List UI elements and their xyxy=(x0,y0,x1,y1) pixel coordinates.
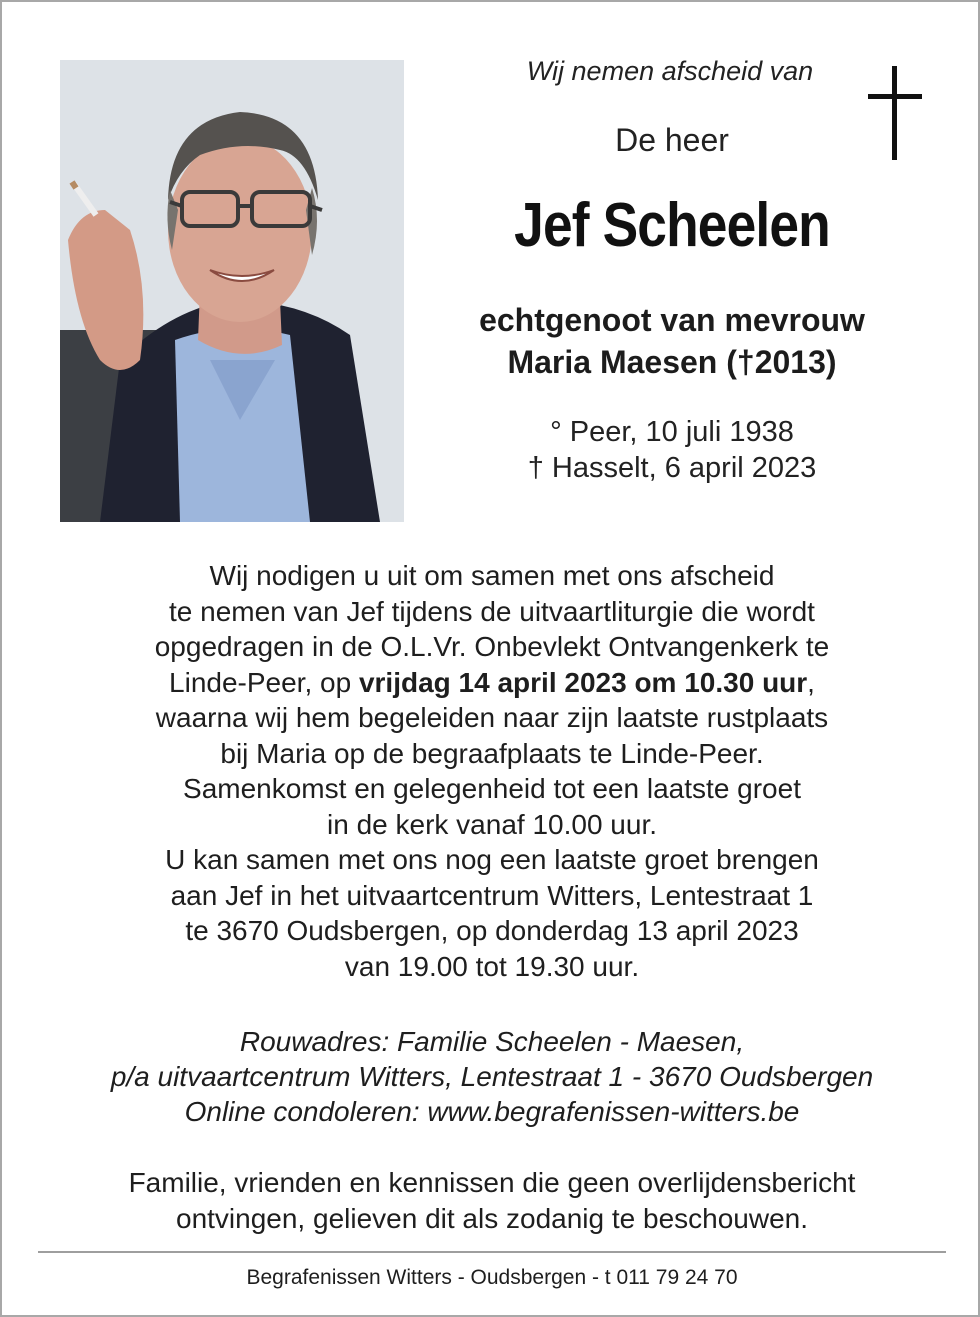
invitation-line: opgedragen in de O.L.Vr. Onbevlekt Ontvangenkerk te xyxy=(154,631,830,662)
invitation-line: aan Jef in het uitvaartcentrum Witters, Lentestraat 1 xyxy=(170,879,814,911)
spouse-line-1: echtgenoot van mevrouw xyxy=(479,302,865,338)
birth-date: ° Peer, 10 juli 1938 xyxy=(550,416,794,448)
funeral-invitation xyxy=(42,558,942,984)
invitation-line: van 19.00 tot 19.30 uur. xyxy=(344,950,640,982)
invitation-line: bij Maria op de begraafplaats te Linde-Peer. xyxy=(220,737,764,769)
condolence-link[interactable]: Online condoleren: www.begrafenissen-witters.be xyxy=(184,1096,800,1127)
death-date: † Hasselt, 6 april 2023 xyxy=(527,452,817,484)
notice-line-1: Familie, vrienden en kennissen die geen overlijdensbericht xyxy=(128,1167,856,1198)
spouse-info xyxy=(422,299,922,383)
invitation-line: Samenkomst en gelegenheid tot een laatste groet xyxy=(183,773,801,804)
portrait-photo xyxy=(60,60,404,522)
spouse-line-2: Maria Maesen (†2013) xyxy=(507,344,837,380)
date-prefix: Linde-Peer, op xyxy=(169,666,359,698)
footer-divider xyxy=(38,1251,946,1253)
address-line-2: p/a uitvaartcentrum Witters, Lentestraat 1 - 3670 Oudsbergen xyxy=(110,1061,874,1092)
date-suffix: , xyxy=(807,666,815,698)
address-line-1: Rouwadres: Familie Scheelen - Maesen, xyxy=(239,1026,745,1057)
funeral-home-footer: Begrafenissen Witters - Oudsbergen - t 011 79 24 70 xyxy=(246,1266,738,1289)
invitation-line: te nemen van Jef tijdens de uitvaartliturgie die wordt xyxy=(169,595,815,627)
mourning-address xyxy=(32,1024,952,1129)
intro-text: Wij nemen afscheid van xyxy=(526,56,814,86)
invitation-line: waarna wij hem begeleiden naar zijn laatste rustplaats xyxy=(155,702,829,733)
honorific-title: De heer xyxy=(615,122,729,158)
invitation-line: U kan samen met ons nog een laatste groet brengen xyxy=(165,844,819,875)
family-notice xyxy=(42,1165,942,1237)
life-dates xyxy=(422,414,922,486)
funeral-date-time: vrijdag 14 april 2023 om 10.30 uur xyxy=(358,666,808,698)
invitation-line: in de kerk vanaf 10.00 uur. xyxy=(327,808,657,840)
invitation-line: te 3670 Oudsbergen, op donderdag 13 april 2023 xyxy=(185,915,799,946)
notice-line-2: ontvingen, gelieven dit als zodanig te beschouwen. xyxy=(176,1203,808,1234)
deceased-name: Jef Scheelen xyxy=(514,191,830,260)
invitation-line-date xyxy=(42,665,942,701)
invitation-line: Wij nodigen u uit om samen met ons afscheid xyxy=(209,560,775,591)
